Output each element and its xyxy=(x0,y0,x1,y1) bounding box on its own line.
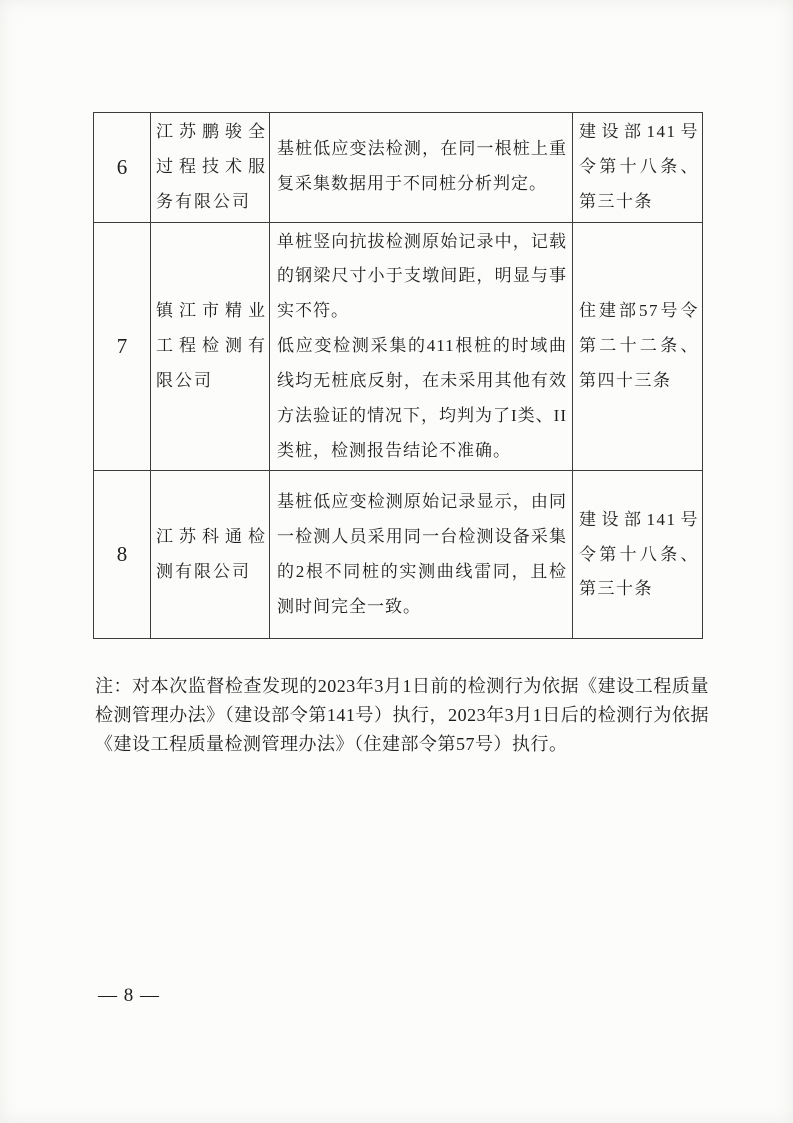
issue-cell xyxy=(270,222,573,471)
issue-paragraph: 基桩低应变法检测，在同一根桩上重复采集数据用于不同桩分析判定。 xyxy=(277,139,567,194)
issue-cell xyxy=(270,113,573,223)
table-row-8 xyxy=(94,471,703,639)
row-number: 7 xyxy=(94,222,151,471)
legal-basis: 建设部141号令第十八条、第三十条 xyxy=(573,113,703,223)
violations-table xyxy=(93,112,703,639)
page-number: — 8 — xyxy=(98,985,160,1006)
issue-paragraph: 单桩竖向抗拔检测原始记录中，记载的钢梁尺寸小于支墩间距，明显与事实不符。 xyxy=(277,231,567,321)
table-row-7 xyxy=(94,222,703,471)
issue-paragraph: 低应变检测采集的411根桩的时域曲线均无桩底反射，在未采用其他有效方法验证的情况下，均判为了I类、II类桩，检测报告结论不准确。 xyxy=(277,336,567,460)
issue-paragraph: 基桩低应变检测原始记录显示，由同一检测人员采用同一台检测设备采集的2根不同桩的实测曲线雷同，且检测时间完全一致。 xyxy=(277,492,567,616)
company-name: 江苏科通检测有限公司 xyxy=(151,471,270,639)
table-row-6 xyxy=(94,113,703,223)
legal-basis: 住建部57号令第二十二条、第四十三条 xyxy=(573,222,703,471)
legal-basis: 建设部141号令第十八条、第三十条 xyxy=(573,471,703,639)
issue-cell xyxy=(270,471,573,639)
company-name: 镇江市精业工程检测有限公司 xyxy=(151,222,270,471)
row-number: 8 xyxy=(94,471,151,639)
row-number: 6 xyxy=(94,113,151,223)
company-name: 江苏鹏骏全过程技术服务有限公司 xyxy=(151,113,270,223)
footnote: 注：对本次监督检查发现的2023年3月1日前的检测行为依据《建设工程质量检测管理办法》（建设部令第141号）执行，2023年3月1日后的检测行为依据《建设工程质量检测管理办法》（住建部令第57号）执行。 xyxy=(95,676,709,755)
